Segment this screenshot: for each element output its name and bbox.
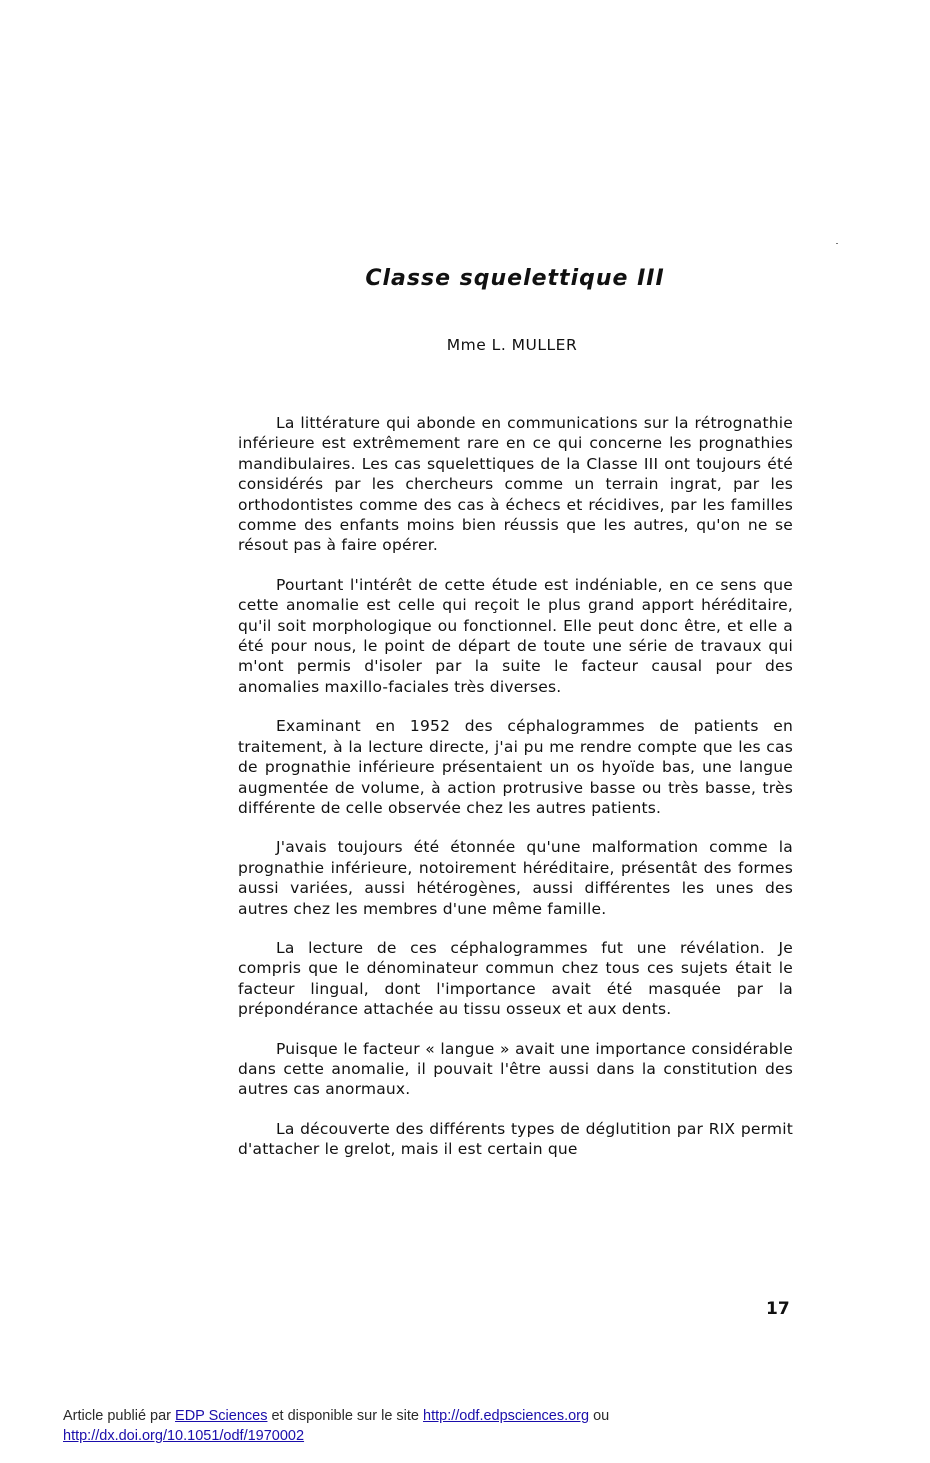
paragraph-5: La lecture de ces céphalogrammes fut une révélation. Je compris que le dénominateur commun chez tous ces sujets était le facteur lingual, dont l'importance avait été masquée par la prépondérance attachée au tissu osseux et aux dents. bbox=[238, 938, 793, 1019]
footer-prefix: Article publié par bbox=[63, 1408, 176, 1424]
article-body bbox=[238, 413, 793, 1179]
publication-footer bbox=[63, 1406, 823, 1446]
page-number: 17 bbox=[766, 1299, 790, 1319]
footer-suffix: ou bbox=[589, 1408, 610, 1424]
paragraph-1: La littérature qui abonde en communications sur la rétrognathie inférieure est extrêmement rare en ce qui concerne les prognathies mandibulaires. Les cas squelettiques de la Classe III ont toujours été considérés par les chercheurs comme un terrain ingrat, par les orthodontistes comme des cas à échecs et récidives, par les familles comme des enfants moins bien réussis que les autres, qu'on ne se résout pas à faire opérer. bbox=[238, 414, 793, 555]
scan-speck bbox=[836, 243, 838, 244]
paragraph-7: La découverte des différents types de déglutition par RIX permit d'attacher le grelot, mais il est certain que bbox=[238, 1119, 793, 1159]
site-link[interactable]: http://odf.edpsciences.org bbox=[423, 1408, 590, 1424]
paragraph-3: Examinant en 1952 des céphalogrammes de patients en traitement, à la lecture directe, j'ai pu me rendre compte que les cas de prognathie inférieure présentaient un os hyoïde bas, une langue augmentée de volume, à action protrusive basse ou très basse, très différente de celle observée chez les autres patients. bbox=[238, 717, 793, 817]
paragraph-6: Puisque le facteur « langue » avait une importance considérable dans cette anomalie, il pouvait l'être aussi dans la constitution des autres cas anormaux. bbox=[238, 1039, 793, 1099]
article-author: Mme L. MULLER bbox=[446, 336, 578, 354]
paragraph-2: Pourtant l'intérêt de cette étude est indéniable, en ce sens que cette anomalie est celle qui reçoit le plus grand apport héréditaire, qu'il soit morphologique ou fonctionnel. Elle peut donc être, et elle a été pour nous, le point de départ de toute une série de travaux qui m'ont permis d'isoler par la suite le facteur causal pour des anomalies maxillo-faciales très diverses. bbox=[238, 575, 793, 696]
doi-link[interactable]: http://dx.doi.org/10.1051/odf/1970002 bbox=[63, 1428, 305, 1444]
article-title: Classe squelettique III bbox=[365, 266, 665, 291]
paragraph-4: J'avais toujours été étonnée qu'une malformation comme la prognathie inférieure, notoirement héréditaire, présentât des formes aussi variées, aussi hétérogènes, aussi différentes les unes des autres chez les membres d'une même famille. bbox=[238, 838, 793, 918]
footer-middle: et disponible sur le site bbox=[267, 1408, 424, 1424]
publisher-link[interactable]: EDP Sciences bbox=[175, 1408, 268, 1424]
